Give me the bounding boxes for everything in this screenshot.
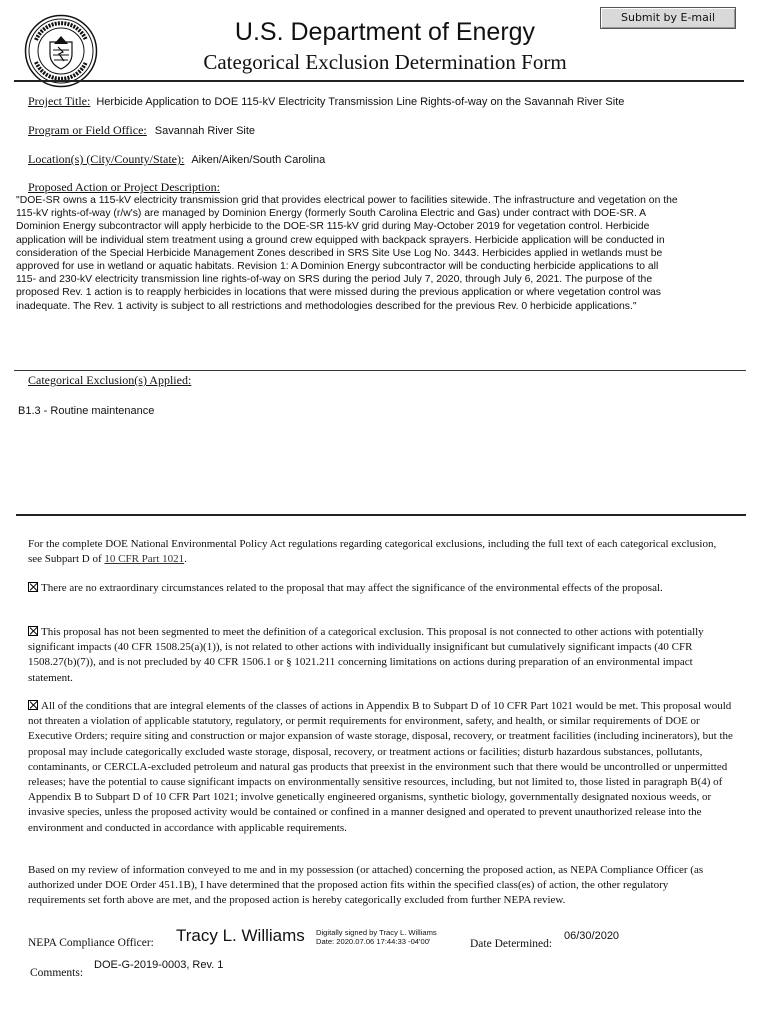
description-label: Proposed Action or Project Description: (28, 180, 220, 194)
digital-signature-line-1: Digitally signed by Tracy L. Williams (316, 928, 437, 937)
determination-paragraph: Based on my review of information conveyed to me and in my possession (or attached) concerning the proposed action, as NEPA Compliance Officer (as authorized under DOE Order 451.1B), I have determined that the proposed action fits within the specified class(es) of action, the other regulatory requirements set forth above are met, and the proposed action is hereby categorically excluded from further NEPA review. (28, 864, 704, 907)
condition-3 (28, 699, 733, 836)
submit-by-email-button[interactable]: Submit by E-mail (600, 7, 736, 29)
office-field[interactable]: Savannah River Site (154, 125, 256, 137)
condition-3-text: All of the conditions that are integral elements of the classes of actions in Appendix B to Subpart D of 10 CFR Part 1021 would be met. This proposal would not threaten a violation of applicable statutory, regulatory, or permit requirements for environment, safety, and health, or similar requirements of DOE or Executive Orders; require siting and construction or major expansion of waste storage, disposal, recovery, or treatment facilities (including incinerators), but the proposal may include categorically excluded waste storage, disposal, recovery, or treatment actions or facilities; disturb hazardous substances, pollutants, contaminants, or CERCLA-excluded petroleum and natural gas products that preexist in the environment such that there would be uncontrolled or unpermitted releases; have the potential to cause significant impacts on environmentally sensitive resources, including, but not limited to, those listed in paragraph B(4) of Appendix B to Subpart D of 10 CFR Part 1021; involve genetically engineered organisms, synthetic biology, governmentally designated noxious weeds, or invasive species, unless the proposed activity would be contained or confined in a manner designed and operated to prevent unauthorized release into the environment and conducted in accordance with applicable requirements. (28, 700, 733, 834)
office-row (28, 121, 255, 139)
intro-text: For the complete DOE National Environmental Policy Act regulations regarding categorical exclusions, including the full text of each categorical exclusion, see Subpart D of (28, 538, 717, 566)
signature-name[interactable]: Tracy L. Williams (176, 926, 305, 945)
intro-end: . (184, 553, 187, 566)
date-determined-label: Date Determined: (470, 938, 553, 950)
ce-section-divider (14, 370, 746, 371)
doe-seal-logo (24, 14, 98, 88)
agency-title: U.S. Department of Energy (234, 18, 536, 46)
condition-2-text: This proposal has not been segmented to meet the definition of a categorical exclusion. This proposal is not connected to other actions with potentially significant impacts (40 CFR 1508.25(a)(1)), is not related to other actions with individually insignificant but cumulatively significant impacts (40 CFR 1508.27(b)(7)), and is not precluded by 40 CFR 1506.1 or § 1021.211 concerning limitations on actions during preparation of an environmental impact statement. (28, 626, 704, 684)
digital-signature-line-2: Date: 2020.07.06 17:44:33 -04'00' (316, 937, 431, 947)
comments-label: Comments: (30, 967, 84, 979)
condition-2-checkbox[interactable] (28, 626, 38, 636)
ce-field[interactable]: B1.3 - Routine maintenance (18, 405, 155, 417)
form-title: Categorical Exclusion Determination Form (203, 50, 567, 74)
ce-label: Categorical Exclusion(s) Applied: (28, 373, 192, 387)
condition-2 (28, 625, 731, 686)
project-title-label: Project Title: (28, 94, 91, 108)
location-row (28, 150, 325, 168)
officer-label: NEPA Compliance Officer: (28, 937, 154, 949)
project-title-row (28, 92, 624, 110)
date-determined-field[interactable]: 06/30/2020 (564, 930, 620, 942)
header-divider (14, 80, 744, 82)
intro-paragraph (28, 537, 728, 567)
ce-bottom-divider (16, 514, 746, 516)
location-field[interactable]: Aiken/Aiken/South Carolina (191, 154, 326, 166)
condition-1 (28, 581, 728, 596)
description-field[interactable]: "DOE-SR owns a 115-kV electricity transmission grid that provides electrical power to facilities sitewide. The infrastructure and vegetation on the 115-kV rights-of-way (r/w's) are managed by Dominion Energy (formerly South Carolina Electric and Gas) under contract with DOE-SR. A Dominion Energy subcontractor will apply herbicide to the DOE-SR 115-kV grid during May-October 2019 for vegetation control. Herbicide application will be individual stem treatment using a ground crew equipped with backpack sprayers. Herbicide application will be conducted in consideration of the Special Herbicide Management Zones described in SRS Site Use Log No. 3443. Herbicides applied in wetlands must be approved for use in wetland or aquatic habitats. Revision 1: A Dominion Energy subcontractor will be conducting herbicide applications to all 115- and 230-kV electricity transmission line rights-of-way on SRS during the period July 7, 2020, through July 6, 2021. The purpose of the proposed Rev. 1 action is to reapply herbicides in locations that were missed during the previous application or where vegetation control was inadequate. The Rev. 1 activity is subject to all restrictions and methodologies described for the previous Rev. 0 herbicide applications." (16, 195, 678, 312)
digital-signature-info (316, 928, 437, 947)
location-label: Location(s) (City/County/State): (28, 152, 185, 166)
condition-3-checkbox[interactable] (28, 700, 38, 710)
project-title-field[interactable]: Herbicide Application to DOE 115-kV Electricity Transmission Line Rights-of-way on the Savannah River Site (96, 96, 625, 108)
comments-field[interactable]: DOE-G-2019-0003, Rev. 1 (94, 959, 224, 971)
condition-1-checkbox[interactable] (28, 582, 38, 592)
condition-1-text: There are no extraordinary circumstances related to the proposal that may affect the significance of the environmental effects of the proposal. (41, 582, 663, 594)
cfr-part-1021-link[interactable]: 10 CFR Part 1021 (104, 553, 185, 566)
office-label: Program or Field Office: (28, 123, 147, 137)
